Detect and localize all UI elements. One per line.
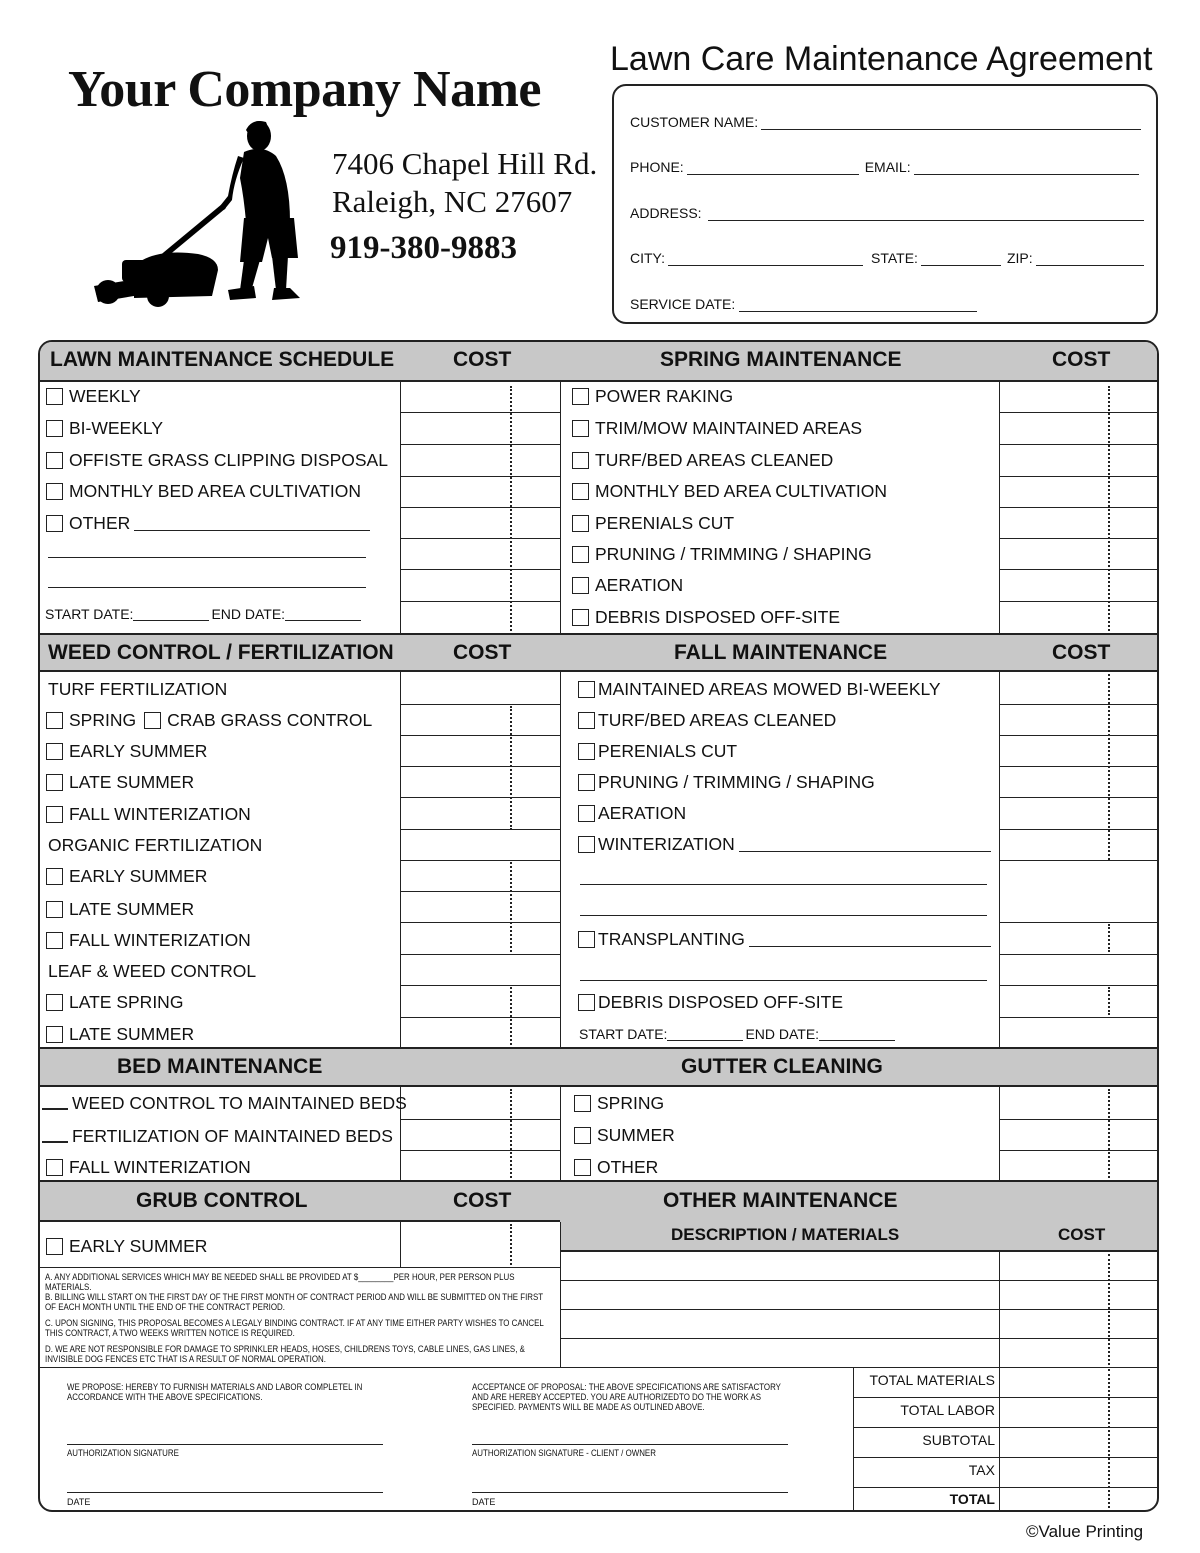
checkbox[interactable]: [572, 609, 589, 626]
item-label: WEED CONTROL TO MAINTAINED BEDS: [72, 1093, 407, 1113]
client-date-line[interactable]: [472, 1492, 788, 1493]
item-label: WINTERIZATION: [598, 834, 735, 854]
cost-label: COST: [1052, 640, 1111, 664]
checkbox[interactable]: [46, 774, 63, 791]
organic-item-fall-winterization[interactable]: [46, 930, 251, 951]
service-date-label: SERVICE DATE:: [630, 296, 736, 312]
item-label: SUMMER: [597, 1125, 675, 1145]
item-label: PERENIALS CUT: [598, 741, 738, 761]
gutter-item-spring[interactable]: [574, 1093, 664, 1114]
fall-item-winterization[interactable]: [578, 834, 991, 855]
end-date-label: END DATE:: [745, 1026, 820, 1042]
item-label: BI-WEEKLY: [69, 418, 164, 438]
spring-item-debris[interactable]: [572, 607, 840, 628]
other-maintenance-title: OTHER MAINTENANCE: [663, 1189, 898, 1212]
total-materials-label: TOTAL MATERIALS: [869, 1372, 995, 1388]
item-label: POWER RAKING: [595, 386, 734, 406]
header-row-weed-fall: [40, 633, 1159, 672]
checkbox[interactable]: [46, 483, 63, 500]
item-label: PRUNING / TRIMMING / SHAPING: [598, 772, 875, 792]
checkbox[interactable]: [46, 994, 63, 1011]
organic-item-early-summer[interactable]: [46, 866, 207, 887]
organic-fertilization-label: ORGANIC FERTILIZATION: [48, 835, 263, 855]
item-label: LATE SUMMER: [69, 899, 195, 919]
blank-line[interactable]: [42, 1131, 68, 1143]
end-date-label: END DATE:: [211, 606, 286, 622]
item-label: LATE SPRING: [69, 992, 184, 1012]
weed-item-spring[interactable]: [46, 710, 372, 731]
date-line[interactable]: [67, 1492, 383, 1493]
phone-label: PHONE:: [630, 159, 684, 175]
grub-control-title: GRUB CONTROL: [136, 1189, 308, 1212]
lawn-item-clipping-disposal[interactable]: [46, 450, 388, 471]
checkbox[interactable]: [572, 515, 589, 532]
item-label: WEEKLY: [69, 386, 141, 406]
item-label: OFFISTE GRASS CLIPPING DISPOSAL: [69, 450, 388, 470]
item-label: LATE SUMMER: [69, 772, 195, 792]
other-maintenance-subheader: [560, 1220, 1159, 1252]
customer-name-label: CUSTOMER NAME:: [630, 114, 759, 130]
company-phone: 919-380-9883: [330, 230, 517, 266]
fall-item-aeration[interactable]: [578, 803, 686, 824]
header-row-grub-other: [40, 1180, 1159, 1222]
cost-label: COST: [1058, 1225, 1106, 1244]
spring-item-perenials[interactable]: [572, 513, 734, 534]
copyright: ©Value Printing: [1026, 1522, 1144, 1541]
checkbox[interactable]: [46, 868, 63, 885]
fall-item-perenials[interactable]: [578, 741, 737, 762]
spring-item-aeration[interactable]: [572, 575, 683, 596]
turf-fertilization-label: TURF FERTILIZATION: [48, 679, 228, 699]
header-row-lawn-spring: [40, 340, 1159, 382]
fall-item-transplanting[interactable]: [578, 929, 991, 950]
item-label: MONTHLY BED AREA CULTIVATION: [595, 481, 888, 501]
item-label: DEBRIS DISPOSED OFF-SITE: [595, 607, 841, 627]
bed-item-fall-winterization[interactable]: [46, 1157, 251, 1178]
item-label: TURF/BED AREAS CLEANED: [598, 710, 837, 730]
cost-label: COST: [453, 348, 512, 371]
item-label: DEBRIS DISPOSED OFF-SITE: [598, 992, 844, 1012]
term-c: C. UPON SIGNING, THIS PROPOSAL BECOMES A LEGALY BINDING CONTRACT. IF AT ANY TIME EITHER PARTY WISHES TO CANCEL THIS CONTRACT, A TWO WEEKS WRITTEN NOTICE IS REQUIRED.: [45, 1318, 544, 1338]
total-labor-label: TOTAL LABOR: [900, 1402, 995, 1418]
fall-maintenance-title: FALL MAINTENANCE: [674, 640, 888, 664]
checkbox[interactable]: [574, 1127, 591, 1144]
item-label: FALL WINTERIZATION: [69, 804, 251, 824]
leaf-item-late-summer[interactable]: [46, 1024, 194, 1045]
gutter-cleaning-title: GUTTER CLEANING: [681, 1055, 883, 1078]
checkbox[interactable]: [144, 712, 161, 729]
client-signature-label: AUTHORIZATION SIGNATURE - CLIENT / OWNER: [472, 1448, 656, 1458]
item-label: PRUNING / TRIMMING / SHAPING: [595, 544, 872, 564]
spring-item-turf-bed[interactable]: [572, 450, 833, 471]
gutter-item-other[interactable]: [574, 1157, 658, 1178]
acceptance-text: ACCEPTANCE OF PROPOSAL: THE ABOVE SPECIFICATIONS ARE SATISFACTORY AND ARE HEREBY ACCEPTED. YOU ARE AUTHORIZEDTO DO THE WORK AS SPECIFIED. PAYMENTS WILL BE MADE AS OUTLINED ABOVE.: [472, 1382, 781, 1412]
lawn-item-other[interactable]: [46, 513, 370, 534]
item-label: SPRING: [69, 710, 137, 730]
item-label: MAINTAINED AREAS MOWED BI-WEEKLY: [598, 679, 941, 699]
checkbox[interactable]: [578, 774, 595, 791]
company-name: Your Company Name: [68, 61, 542, 118]
fall-item-pruning[interactable]: [578, 772, 875, 793]
start-date-label: START DATE:: [45, 606, 134, 622]
zip-label: ZIP:: [1006, 250, 1033, 266]
lawn-item-weekly[interactable]: [46, 386, 141, 407]
lawn-item-bed-cultivation[interactable]: [46, 481, 361, 502]
lawn-mower-person-icon: [94, 118, 308, 308]
spring-item-power-raking[interactable]: [572, 386, 733, 407]
checkbox[interactable]: [578, 994, 595, 1011]
checkbox[interactable]: [578, 712, 595, 729]
description-materials-label: DESCRIPTION / MATERIALS: [671, 1225, 900, 1244]
item-label: SPRING: [597, 1093, 665, 1113]
address-line2: Raleigh, NC 27607: [332, 184, 573, 219]
bed-item-weed-control[interactable]: [42, 1093, 407, 1114]
checkbox[interactable]: [578, 681, 595, 698]
fall-item-debris[interactable]: [578, 992, 843, 1013]
tax-label: TAX: [968, 1462, 995, 1478]
authorization-signature-label: AUTHORIZATION SIGNATURE: [67, 1448, 179, 1458]
state-label: STATE:: [871, 250, 918, 266]
item-label: AERATION: [595, 575, 684, 595]
spring-item-bed-cultivation[interactable]: [572, 481, 887, 502]
propose-text: WE PROPOSE: HEREBY TO FURNISH MATERIALS AND LABOR COMPLETEL IN ACCORDANCE WITH THE ABOVE SPECIFICATIONS.: [67, 1382, 363, 1402]
checkbox[interactable]: [46, 452, 63, 469]
item-label: EARLY SUMMER: [69, 866, 208, 886]
checkbox[interactable]: [46, 806, 63, 823]
checkbox[interactable]: [46, 1238, 63, 1255]
checkbox[interactable]: [578, 805, 595, 822]
weed-item-late-summer[interactable]: [46, 772, 194, 793]
customer-name-field[interactable]: [630, 114, 1141, 130]
checkbox[interactable]: [578, 743, 595, 760]
city-state-zip-field[interactable]: [630, 250, 1144, 266]
item-label: TURF/BED AREAS CLEANED: [595, 450, 834, 470]
address-line1: 7406 Chapel Hill Rd.: [332, 146, 598, 181]
item-label: OTHER: [597, 1157, 659, 1177]
gutter-item-summer[interactable]: [574, 1125, 675, 1146]
checkbox[interactable]: [572, 577, 589, 594]
phone-field[interactable]: [630, 159, 1139, 175]
blank-line[interactable]: [42, 1098, 68, 1110]
city-label: CITY:: [630, 250, 666, 266]
fall-date-fields[interactable]: [579, 1026, 895, 1042]
item-label: FALL WINTERIZATION: [69, 1157, 251, 1177]
bed-item-fertilization[interactable]: [42, 1126, 393, 1147]
term-b: B. BILLING WILL START ON THE FIRST DAY OF THE FIRST MONTH OF CONTRACT PERIOD AND WILL BE SUBMITTED ON THE FIRST OF EACH MONTH UNTIL THE END OF THE CONTRACT PERIOD.: [45, 1292, 544, 1312]
checkbox[interactable]: [46, 420, 63, 437]
cost-label: COST: [453, 1189, 512, 1212]
weed-item-fall-winterization[interactable]: [46, 804, 251, 825]
item-label: TRIM/MOW MAINTAINED AREAS: [595, 418, 863, 438]
fall-item-mowed[interactable]: [578, 679, 941, 700]
item-label: MONTHLY BED AREA CULTIVATION: [69, 481, 362, 501]
organic-item-late-summer[interactable]: [46, 899, 194, 920]
grub-item-early-summer[interactable]: [46, 1236, 207, 1257]
date-label: DATE: [67, 1497, 91, 1507]
checkbox[interactable]: [46, 712, 63, 729]
spring-maintenance-title: SPRING MAINTENANCE: [660, 348, 902, 371]
bed-maintenance-title: BED MAINTENANCE: [117, 1055, 323, 1078]
service-date-field[interactable]: [630, 296, 977, 312]
checkbox[interactable]: [46, 388, 63, 405]
checkbox[interactable]: [578, 836, 595, 853]
header-row-bed-gutter: [40, 1047, 1159, 1087]
services-form: [38, 340, 1159, 1512]
checkbox[interactable]: [574, 1159, 591, 1176]
client-signature-line[interactable]: [472, 1444, 788, 1445]
fall-item-turf-bed[interactable]: [578, 710, 836, 731]
email-label: EMAIL:: [864, 159, 911, 175]
item-label: EARLY SUMMER: [69, 1236, 208, 1256]
checkbox[interactable]: [574, 1095, 591, 1112]
item-label: FALL WINTERIZATION: [69, 930, 251, 950]
term-d: D. WE ARE NOT RESPONSIBLE FOR DAMAGE TO SPRINKLER HEADS, HOSES, CHILDRENS TOYS, CABLE LINES, GAS LINES, & INVISIBLE DOG FENCES ETC THAT IS A RESULT OF NORMAL OPERATION.: [45, 1344, 525, 1364]
total-label: TOTAL: [949, 1491, 995, 1507]
checkbox[interactable]: [572, 420, 589, 437]
checkbox[interactable]: [572, 388, 589, 405]
lawn-date-fields[interactable]: [45, 606, 361, 622]
term-a: A. ANY ADDITIONAL SERVICES WHICH MAY BE NEEDED SHALL BE PROVIDED AT $________PER HOUR, PER PERSON PLUS MATERIALS.: [45, 1272, 515, 1292]
checkbox[interactable]: [46, 1026, 63, 1043]
leaf-weed-control-label: LEAF & WEED CONTROL: [48, 961, 257, 981]
item-label: CRAB GRASS CONTROL: [167, 710, 373, 730]
item-label: LATE SUMMER: [69, 1024, 195, 1044]
client-date-label: DATE: [472, 1497, 496, 1507]
item-label: AERATION: [598, 803, 687, 823]
item-label: EARLY SUMMER: [69, 741, 208, 761]
address-field[interactable]: [630, 205, 1144, 221]
item-label: FERTILIZATION OF MAINTAINED BEDS: [72, 1126, 393, 1146]
customer-info-box: [612, 84, 1158, 324]
weed-control-title: WEED CONTROL / FERTILIZATION: [48, 640, 394, 664]
checkbox[interactable]: [46, 515, 63, 532]
checkbox[interactable]: [572, 483, 589, 500]
weed-item-early-summer[interactable]: [46, 741, 207, 762]
cost-label: COST: [1052, 348, 1111, 371]
spring-item-trim-mow[interactable]: [572, 418, 862, 439]
item-label: TRANSPLANTING: [598, 929, 745, 949]
address-label: ADDRESS:: [630, 205, 702, 221]
authorization-signature-line[interactable]: [67, 1444, 383, 1445]
document-title: Lawn Care Maintenance Agreement: [610, 40, 1153, 78]
lawn-maintenance-title: LAWN MAINTENANCE SCHEDULE: [50, 348, 395, 371]
checkbox[interactable]: [572, 546, 589, 563]
checkbox[interactable]: [46, 932, 63, 949]
checkbox[interactable]: [578, 931, 595, 948]
item-label: OTHER: [69, 513, 131, 533]
leaf-item-late-spring[interactable]: [46, 992, 183, 1013]
checkbox[interactable]: [46, 1159, 63, 1176]
cost-label: COST: [453, 640, 512, 664]
subtotal-label: SUBTOTAL: [922, 1432, 995, 1448]
spring-item-pruning[interactable]: [572, 544, 872, 565]
item-label: PERENIALS CUT: [595, 513, 735, 533]
lawn-item-bi-weekly[interactable]: [46, 418, 163, 439]
checkbox[interactable]: [572, 452, 589, 469]
checkbox[interactable]: [46, 901, 63, 918]
checkbox[interactable]: [46, 743, 63, 760]
start-date-label: START DATE:: [579, 1026, 668, 1042]
